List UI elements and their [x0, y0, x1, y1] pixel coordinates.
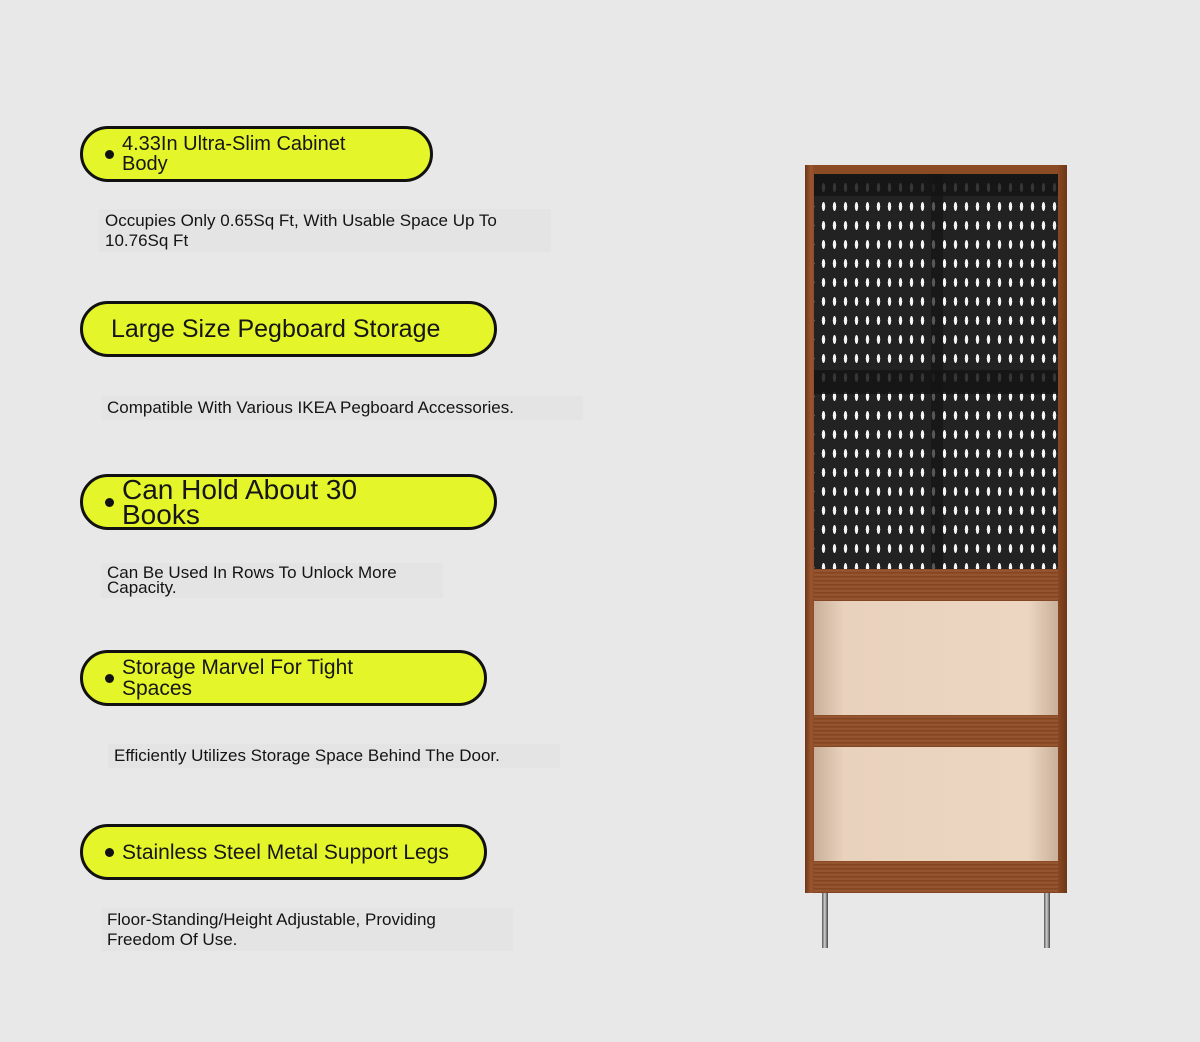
feature-pill-ultra-slim [80, 126, 433, 182]
shelf-compartment [814, 747, 1058, 861]
metal-leg [822, 893, 828, 948]
feature-pill-books [80, 474, 497, 530]
bullet-dot-icon [105, 498, 114, 507]
feature-description: Compatible With Various IKEA Pegboard Accessories. [101, 396, 583, 420]
feature-title: Stainless Steel Metal Support Legs [122, 840, 449, 864]
metal-leg [1044, 893, 1050, 948]
feature-pill-metal-legs [80, 824, 487, 880]
bullet-dot-icon [105, 848, 114, 857]
feature-title: Can Hold About 30 Books [122, 473, 358, 530]
pegboard-shadow [931, 174, 943, 569]
shelf-compartment [814, 601, 1058, 715]
bullet-dot-icon [105, 674, 114, 683]
feature-title: Large Size Pegboard Storage [111, 314, 441, 343]
feature-title: 4.33In Ultra-Slim Cabinet Body [122, 133, 346, 175]
feature-pill-tight-spaces [80, 650, 487, 706]
cabinet-illustration [805, 165, 1067, 893]
feature-description: Occupies Only 0.65Sq Ft, With Usable Space Up To 10.76Sq Ft [99, 209, 551, 252]
feature-description: Floor-Standing/Height Adjustable, Providing Freedom Of Use. [101, 908, 513, 951]
bullet-dot-icon [105, 150, 114, 159]
wood-rail [814, 569, 1058, 601]
feature-description: Can Be Used In Rows To Unlock More Capacity. [101, 563, 443, 598]
feature-description: Efficiently Utilizes Storage Space Behind The Door. [108, 744, 560, 768]
wood-rail [814, 861, 1058, 893]
wood-rail [814, 715, 1058, 747]
feature-pill-pegboard [80, 301, 497, 357]
feature-title: Storage Marvel For Tight Spaces [122, 656, 354, 700]
